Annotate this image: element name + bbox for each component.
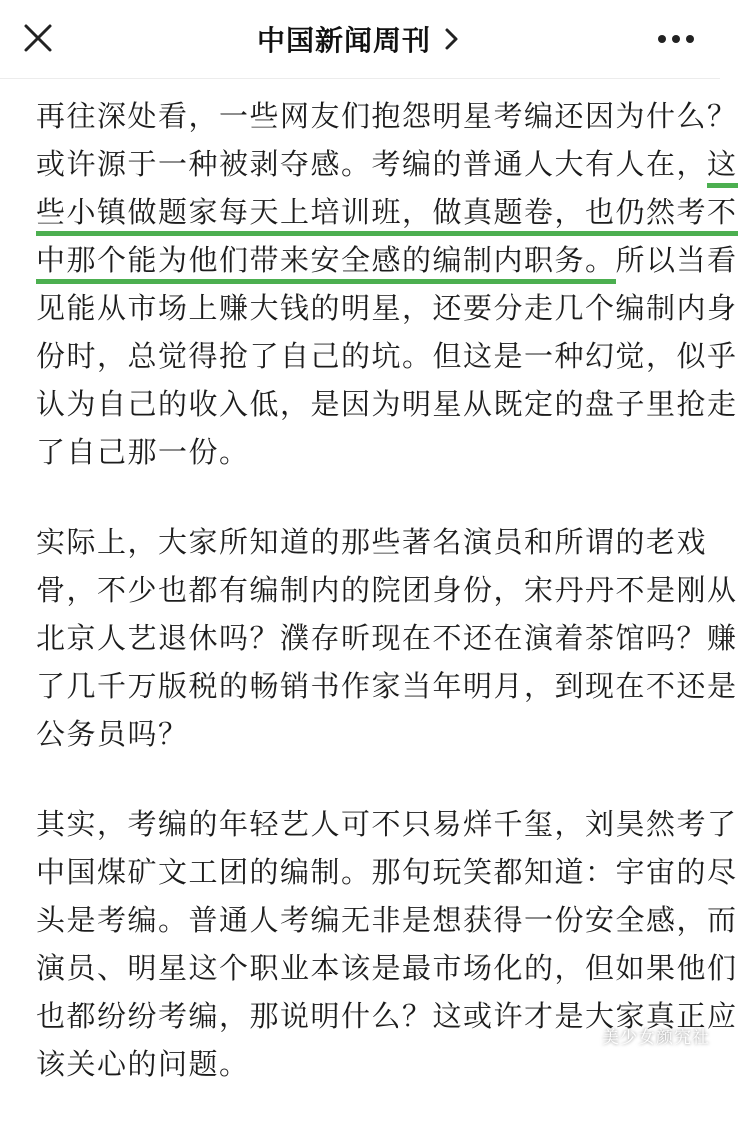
text-segment: 所以当看 bbox=[615, 243, 738, 277]
article-body bbox=[36, 92, 738, 1130]
paragraph-2 bbox=[36, 518, 738, 758]
text-line bbox=[36, 188, 738, 236]
text-segment: 或许源于一种被剥夺感。考编的普通人大有人在， bbox=[36, 147, 708, 181]
text-line: 中国煤矿文工团的编制。那句玩笑都知道：宇宙的尽 bbox=[36, 855, 738, 889]
highlighted-text: 些小镇做题家每天上培训班，做真题卷，也仍然考不 bbox=[36, 195, 738, 236]
text-line bbox=[36, 140, 738, 188]
text-line: 再往深处看，一些网友们抱怨明星考编还因为什么？ bbox=[36, 99, 738, 133]
text-line: 认为自己的收入低，是因为明星从既定的盘子里抢走 bbox=[36, 387, 738, 421]
highlighted-text: 中那个能为他们带来安全感的编制内职务。 bbox=[36, 243, 616, 284]
paragraph-1 bbox=[36, 92, 738, 476]
text-line: 了自己那一份。 bbox=[36, 435, 250, 469]
account-title: 中国新闻周刊 bbox=[256, 24, 431, 57]
more-dots-icon bbox=[654, 26, 698, 52]
paragraph-3 bbox=[36, 800, 738, 1088]
text-line: 见能从市场上赚大钱的明星，还要分走几个编制内身 bbox=[36, 291, 738, 325]
text-line bbox=[36, 236, 738, 284]
more-options-button[interactable] bbox=[654, 26, 698, 52]
account-title-link[interactable] bbox=[0, 0, 720, 78]
text-line: 了几千万版税的畅销书作家当年明月，到现在不还是 bbox=[36, 669, 738, 703]
text-line: 该关心的问题。 bbox=[36, 1047, 250, 1081]
text-line: 头是考编。普通人考编无非是想获得一份安全感，而 bbox=[36, 903, 738, 937]
text-line: 公务员吗？ bbox=[36, 717, 189, 751]
text-line: 也都纷纷考编，那说明什么？这或许才是大家真正应 bbox=[36, 999, 738, 1033]
text-line: 演员、明星这个职业本该是最市场化的，但如果他们 bbox=[36, 951, 738, 985]
text-line: 实际上，大家所知道的那些著名演员和所谓的老戏 bbox=[36, 525, 708, 559]
text-line: 份时，总觉得抢了自己的坑。但这是一种幻觉，似乎 bbox=[36, 339, 738, 373]
highlighted-text: 这 bbox=[707, 147, 738, 188]
text-line: 北京人艺退休吗？濮存昕现在不还在演着茶馆吗？赚 bbox=[36, 621, 738, 655]
text-line: 骨，不少也都有编制内的院团身份，宋丹丹不是刚从 bbox=[36, 573, 738, 607]
top-navigation-bar bbox=[0, 0, 720, 79]
text-line: 其实，考编的年轻艺人可不只易烊千玺，刘昊然考了 bbox=[36, 807, 738, 841]
watermark: 美少女颜究社 bbox=[602, 1028, 710, 1048]
chevron-right-icon bbox=[441, 25, 463, 53]
